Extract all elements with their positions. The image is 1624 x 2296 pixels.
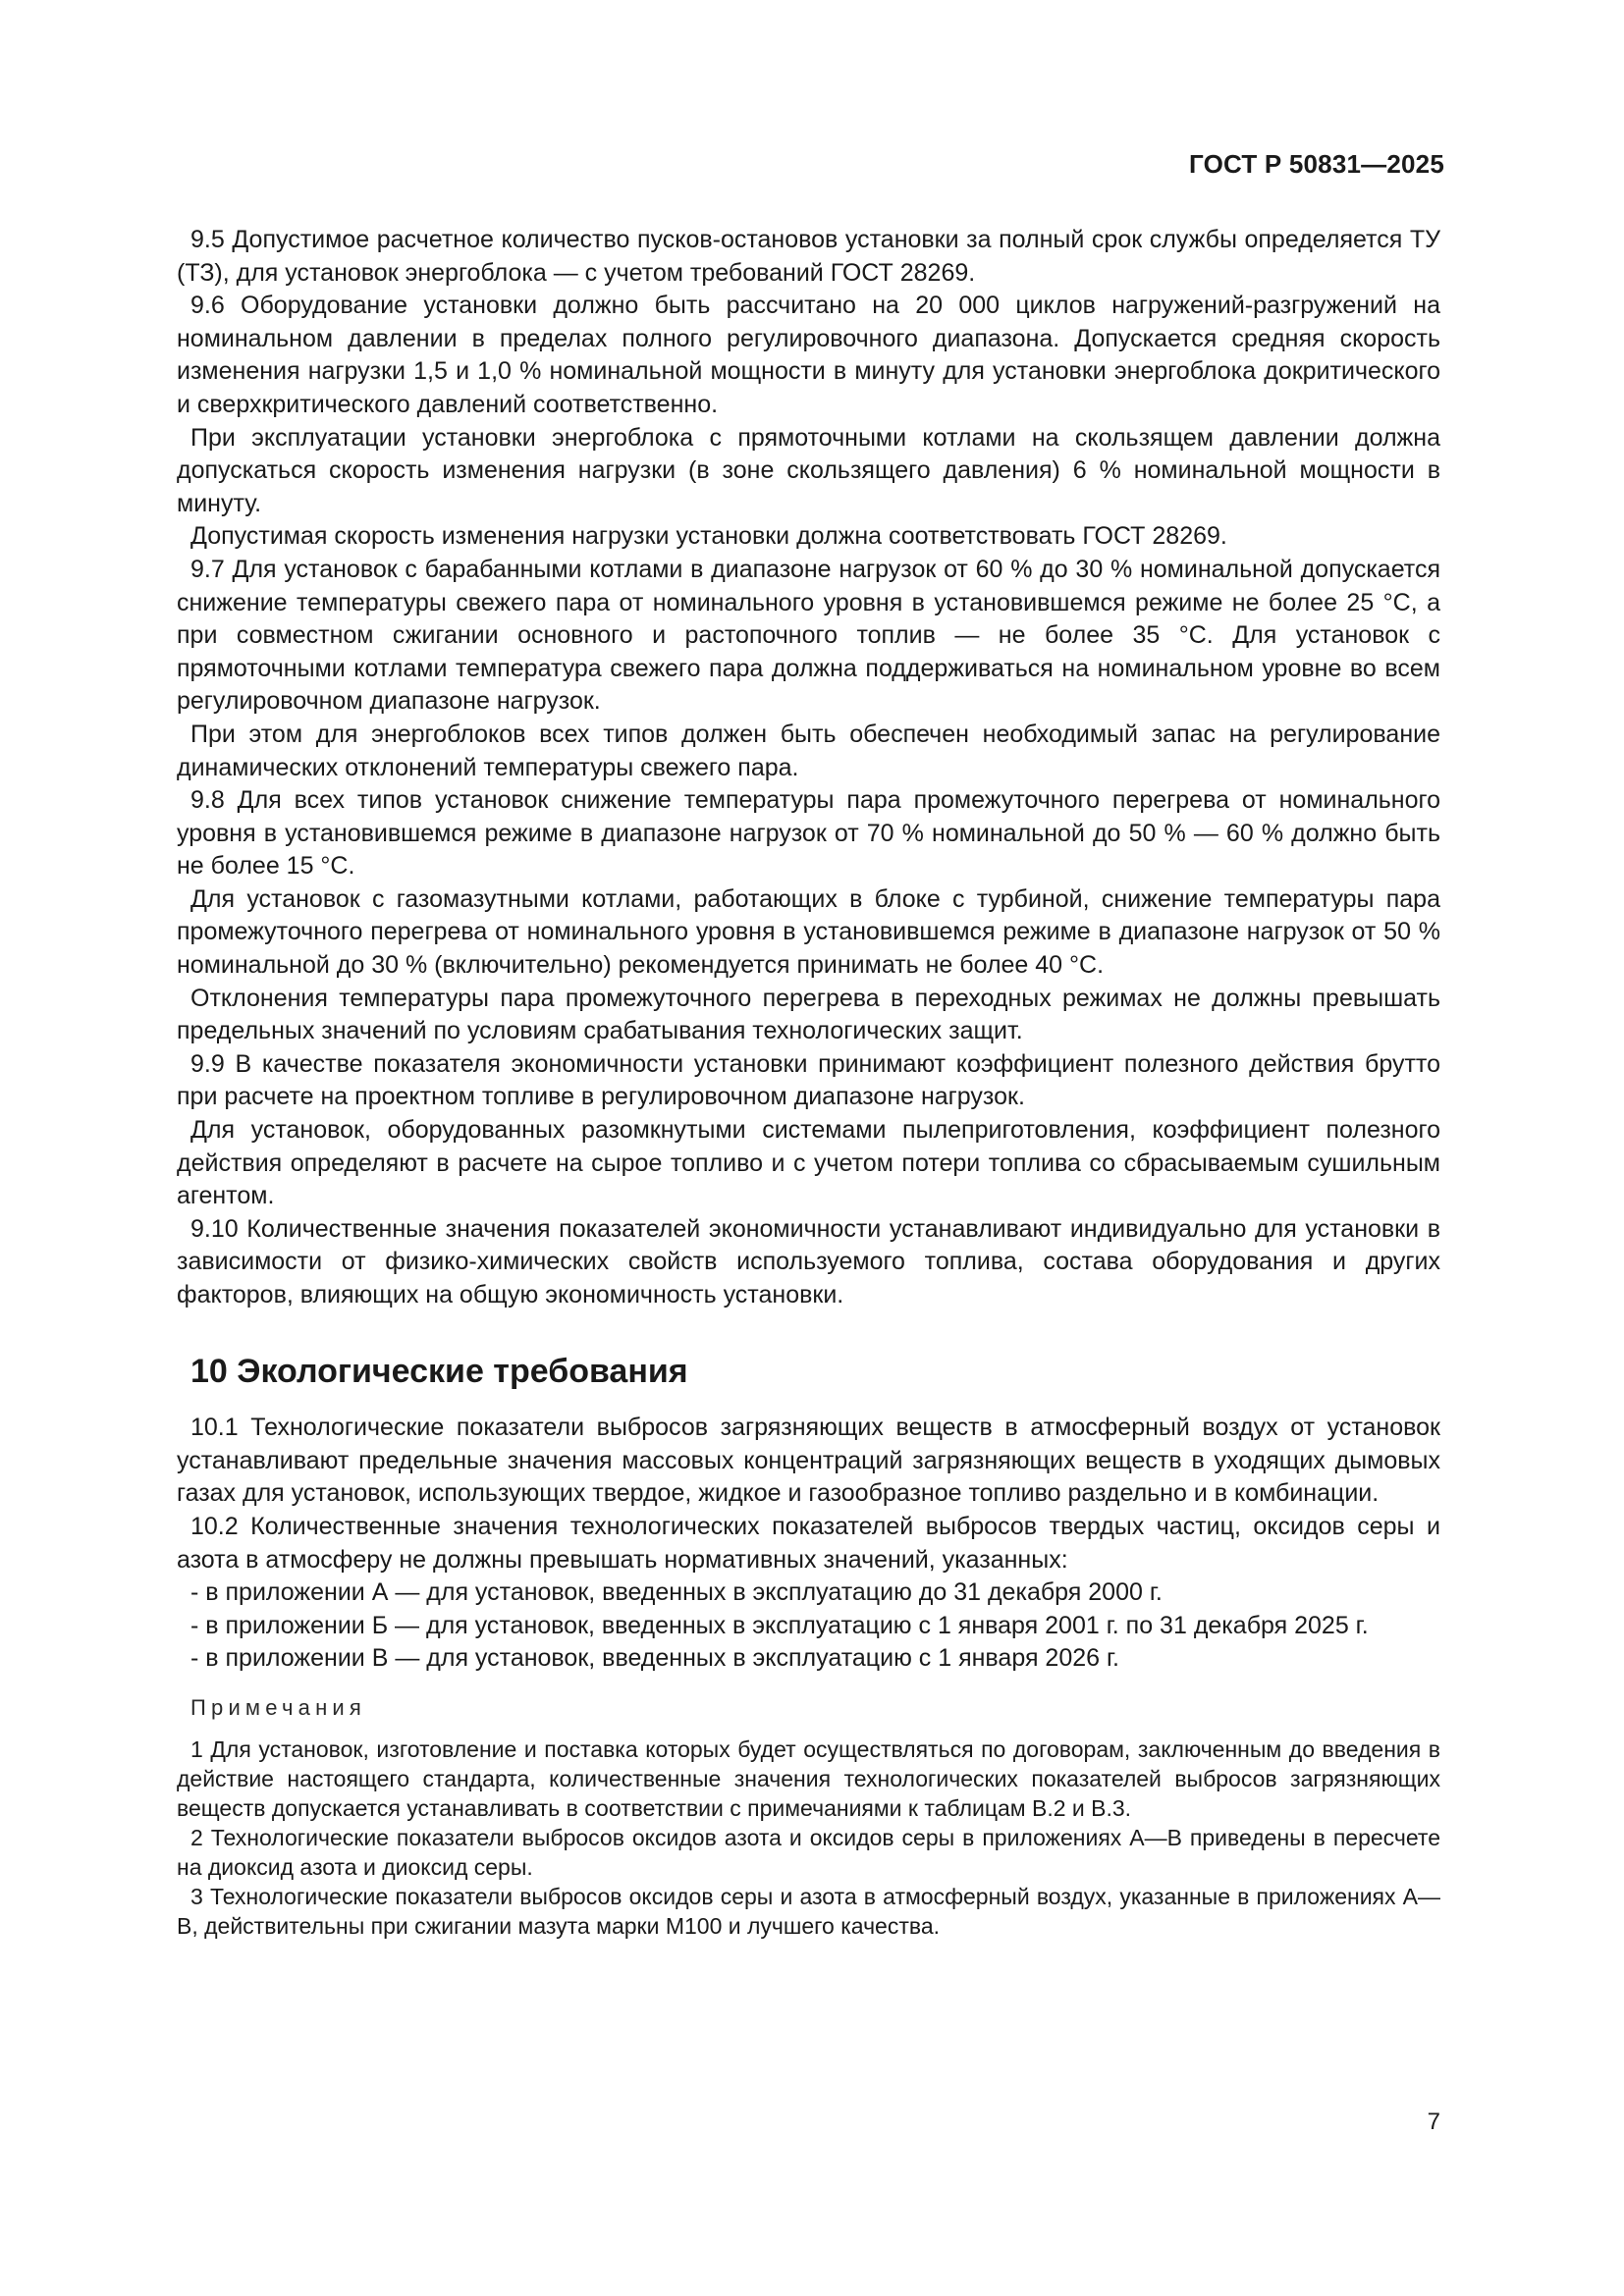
note-2: 2 Технологические показатели выбросов оксидов азота и оксидов серы в приложениях А—В приведены в пересчете на диоксид азота и диоксид серы. xyxy=(177,1824,1440,1880)
paragraph-9-9: 9.9 В качестве показателя экономичности установки принимают коэффициент полезного действия брутто при расчете на проектном топливе в регулировочном диапазоне нагрузок. xyxy=(177,1049,1440,1111)
paragraph: При этом для энергоблоков всех типов должен быть обеспечен необходимый запас на регулирование динамических отклонений температуры свежего пара. xyxy=(177,720,1440,781)
paragraph: Для установок, оборудованных разомкнутыми системами пылеприготовления, коэффициент полезного действия определяют в расчете на сырое топливо и с учетом потери топлива со сбрасываемым сушильным агентом. xyxy=(177,1116,1440,1210)
paragraph: Для установок с газомазутными котлами, работающих в блоке с турбиной, снижение температуры пара промежуточного перегрева от номинального уровня в установившемся режиме в диапазоне нагрузок от 50 % номинальной до 30 % (включительно) рекомендуется принимать не более 40 °С. xyxy=(177,884,1440,980)
page-body xyxy=(177,224,1440,1941)
paragraph: При эксплуатации установки энергоблока с прямоточными котлами на скользящем давлении должна допускаться скорость изменения нагрузки (в зоне скользящего давления) 6 % номинальной мощности в минуту. xyxy=(177,423,1440,517)
paragraph-9-5: 9.5 Допустимое расчетное количество пусков-остановов установки за полный срок службы определяется ТУ (ТЗ), для установок энергоблока — с учетом требований ГОСТ 28269. xyxy=(177,226,1440,287)
paragraph-9-7: 9.7 Для установок с барабанными котлами в диапазоне нагрузок от 60 % до 30 % номинальной допускается снижение температуры свежего пара от номинального уровня в установившемся режиме не более 25 °С, а при совместном сжигании основного и растопочного топлив — не более 35 °С. Для установок с прямоточными котлами температура свежего пара должна поддерживаться на номинальном уровне во всем регулировочном диапазоне нагрузок. xyxy=(177,555,1440,716)
notes-heading: Примечания xyxy=(190,1694,367,1720)
section-10-heading: 10 Экологические требования xyxy=(190,1352,688,1390)
page-number: 7 xyxy=(1427,2109,1440,2135)
list-item-appendix-b: - в приложении Б — для установок, введенных в эксплуатацию с 1 января 2001 г. по 31 декабря 2025 г. xyxy=(190,1611,1369,1639)
note-1: 1 Для установок, изготовление и поставка которых будет осуществляться по договорам, заключенным до введения в действие настоящего стандарта, количественные значения технологических показателей выбросов загрязняющих веществ допускается устанавливать в соответствии с примечаниями к таблицам В.2 и В.3. xyxy=(177,1735,1440,1821)
paragraph-9-6: 9.6 Оборудование установки должно быть рассчитано на 20 000 циклов нагружений-разгружений на номинальном давлении в пределах полного регулировочного диапазона. Допускается средняя скорость изменения нагрузки 1,5 и 1,0 % номинальной мощности в минуту для установки энергоблока докритического и сверхкритического давлений соответственно. xyxy=(177,292,1440,418)
note-3: 3 Технологические показатели выбросов оксидов серы и азота в атмосферный воздух, указанные в приложениях А—В, действительны при сжигании мазута марки М100 и лучшего качества. xyxy=(177,1883,1440,1939)
paragraph: Отклонения температуры пара промежуточного перегрева в переходных режимах не должны превышать предельных значений по условиям срабатывания технологических защит. xyxy=(177,984,1440,1045)
list-item-appendix-v: - в приложении В — для установок, введенных в эксплуатацию с 1 января 2026 г. xyxy=(190,1644,1119,1673)
paragraph-10-1: 10.1 Технологические показатели выбросов загрязняющих веществ в атмосферный воздух от установок устанавливают предельные значения массовых концентраций загрязняющих веществ в уходящих дымовых газах для установок, использующих твердое, жидкое и газообразное топливо раздельно и в комбинации. xyxy=(177,1414,1440,1508)
standard-designation: ГОСТ Р 50831—2025 xyxy=(1189,149,1444,179)
list-item-appendix-a: - в приложении А — для установок, введенных в эксплуатацию до 31 декабря 2000 г. xyxy=(190,1578,1163,1607)
paragraph-10-2: 10.2 Количественные значения технологических показателей выбросов твердых частиц, оксидов серы и азота в атмосферу не должны превышать нормативных значений, указанных: xyxy=(177,1512,1440,1574)
paragraph-9-8: 9.8 Для всех типов установок снижение температуры пара промежуточного перегрева от номинального уровня в установившемся режиме в диапазоне нагрузок от 70 % номинальной до 50 % — 60 % должно быть не более 15 °С. xyxy=(177,786,1440,881)
paragraph: Допустимая скорость изменения нагрузки установки должна соответствовать ГОСТ 28269. xyxy=(190,522,1227,551)
paragraph-9-10: 9.10 Количественные значения показателей экономичности устанавливают индивидуально для установки в зависимости от физико-химических свойств используемого топлива, состава оборудования и других факторов, влияющих на общую экономичность установки. xyxy=(177,1214,1440,1308)
